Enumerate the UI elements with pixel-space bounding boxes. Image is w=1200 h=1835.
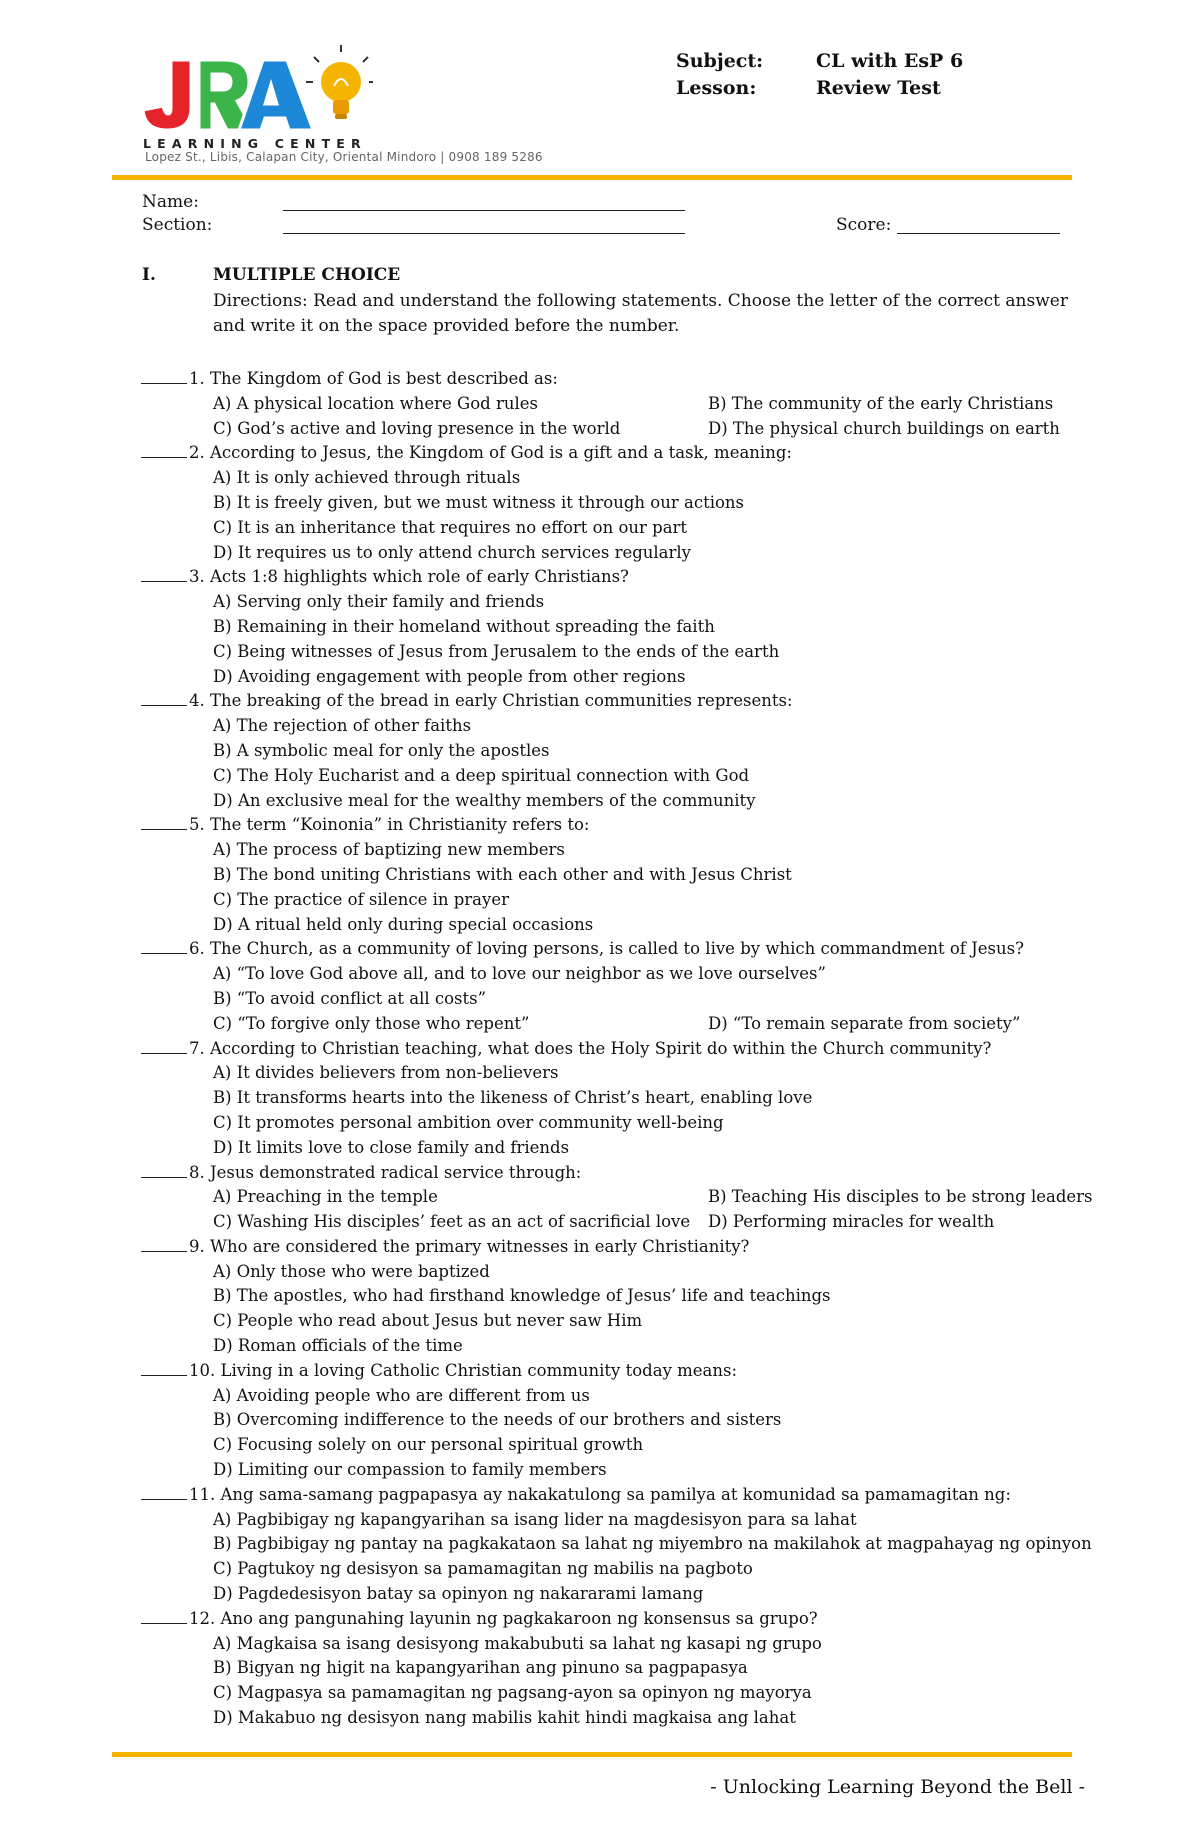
question-text: 10. Living in a loving Catholic Christian community today means: (189, 1360, 738, 1380)
option-row (141, 789, 1101, 814)
option-text: A) Serving only their family and friends (213, 592, 545, 612)
option-text: D) “To remain separate from society” (708, 1013, 1021, 1033)
option-text: B) The community of the early Christians (708, 393, 1054, 413)
option-row (141, 1384, 1101, 1409)
option-row (141, 1210, 1101, 1235)
question-row (141, 937, 1101, 962)
question-row (141, 1235, 1101, 1260)
option-row (141, 466, 1101, 491)
question-text: 5. The term “Koinonia” in Christianity refers to: (189, 815, 590, 835)
option-text: C) Pagtukoy ng desisyon sa pamamagitan ng mabilis na pagboto (213, 1559, 753, 1579)
option-text: C) Washing His disciples’ feet as an act of sacrificial love (213, 1212, 691, 1232)
option-text: C) People who read about Jesus but never saw Him (213, 1311, 643, 1331)
question-text: 3. Acts 1:8 highlights which role of early Christians? (189, 567, 629, 587)
option-row (141, 417, 1101, 442)
option-row (141, 1582, 1101, 1607)
option-text: D) Performing miracles for wealth (708, 1212, 995, 1232)
option-text: D) An exclusive meal for the wealthy members of the community (213, 790, 756, 810)
question-text: 8. Jesus demonstrated radical service through: (189, 1162, 582, 1182)
name-label: Name: (142, 192, 199, 212)
option-row (141, 1706, 1101, 1731)
option-text: A) Avoiding people who are different from us (213, 1385, 590, 1405)
subject-label: Subject: (676, 50, 764, 72)
option-text: D) Roman officials of the time (213, 1336, 463, 1356)
logo-tagline: LEARNING CENTER (143, 136, 367, 151)
option-text: A) The process of baptizing new members (213, 840, 565, 860)
option-text: A) Only those who were baptized (213, 1261, 490, 1281)
school-logo (143, 40, 373, 165)
option-text: C) Magpasya sa pamamagitan ng pagsang-ayon sa opinyon ng mayorya (213, 1683, 812, 1703)
option-row (141, 516, 1101, 541)
option-row (141, 1508, 1101, 1533)
option-row (141, 888, 1101, 913)
option-text: B) The bond uniting Christians with each other and with Jesus Christ (213, 864, 792, 884)
option-row (141, 1260, 1101, 1285)
option-row (141, 1061, 1101, 1086)
option-text: D) Pagdedesisyon batay sa opinyon ng nakararami lamang (213, 1584, 704, 1604)
question-text: 9. Who are considered the primary witnesses in early Christianity? (189, 1236, 750, 1256)
option-text: A) The rejection of other faiths (213, 716, 472, 736)
answer-blank[interactable] (141, 567, 187, 582)
question-text: 4. The breaking of the bread in early Christian communities represents: (189, 691, 793, 711)
option-row (141, 739, 1101, 764)
option-text: A) Magkaisa sa isang desisyong makabubuti sa lahat ng kasapi ng grupo (213, 1633, 822, 1653)
answer-blank[interactable] (141, 1039, 187, 1054)
option-text: A) A physical location where God rules (213, 393, 538, 413)
logo-graphic (143, 40, 373, 165)
option-row (141, 1012, 1101, 1037)
answer-blank[interactable] (141, 815, 187, 830)
question-row (141, 367, 1101, 392)
lesson-label: Lesson: (676, 77, 757, 99)
answer-blank[interactable] (141, 1237, 187, 1252)
score-label: Score: (836, 215, 892, 235)
option-text: C) It promotes personal ambition over community well-being (213, 1112, 724, 1132)
option-row (141, 1458, 1101, 1483)
option-text: A) It is only achieved through rituals (213, 468, 521, 488)
option-text: C) Focusing solely on our personal spiritual growth (213, 1435, 644, 1455)
option-row (141, 615, 1101, 640)
option-text: D) It requires us to only attend church services regularly (213, 542, 692, 562)
question-text: 11. Ang sama-samang pagpapasya ay nakakatulong sa pamilya at komunidad sa pamamagitan ng: (189, 1484, 1011, 1504)
question-list (141, 367, 1101, 1731)
name-blank[interactable] (283, 196, 685, 211)
section-label: Section: (142, 215, 213, 235)
option-row (141, 838, 1101, 863)
answer-blank[interactable] (141, 1609, 187, 1624)
question-row (141, 1607, 1101, 1632)
option-row (141, 913, 1101, 938)
option-row (141, 541, 1101, 566)
option-text: D) The physical church buildings on earth (708, 418, 1060, 438)
subject-value: CL with EsP 6 (816, 50, 964, 72)
answer-blank[interactable] (141, 369, 187, 384)
option-text: D) Limiting our compassion to family members (213, 1460, 607, 1480)
option-row (141, 491, 1101, 516)
score-blank[interactable] (897, 219, 1060, 234)
option-text: B) The apostles, who had firsthand knowledge of Jesus’ life and teachings (213, 1286, 831, 1306)
question-row (141, 813, 1101, 838)
answer-blank[interactable] (141, 1485, 187, 1500)
option-text: B) Overcoming indifference to the needs of our brothers and sisters (213, 1410, 782, 1430)
option-text: B) Teaching His disciples to be strong leaders (708, 1187, 1093, 1207)
option-text: B) Remaining in their homeland without spreading the faith (213, 616, 715, 636)
option-text: A) Preaching in the temple (213, 1187, 438, 1207)
option-row (141, 590, 1101, 615)
option-text: B) Bigyan ng higit na kapangyarihan ang pinuno sa pagpapasya (213, 1658, 748, 1678)
option-row (141, 1111, 1101, 1136)
option-row (141, 987, 1101, 1012)
option-text: C) The Holy Eucharist and a deep spiritual connection with God (213, 765, 750, 785)
option-text: B) “To avoid conflict at all costs” (213, 988, 487, 1008)
option-row (141, 1656, 1101, 1681)
question-row (141, 565, 1101, 590)
option-row (141, 962, 1101, 987)
question-row (141, 441, 1101, 466)
option-text: D) It limits love to close family and friends (213, 1137, 570, 1157)
section-blank[interactable] (283, 219, 685, 234)
section-title: MULTIPLE CHOICE (213, 265, 401, 285)
option-text: D) Makabuo ng desisyon nang mabilis kahit hindi magkaisa ang lahat (213, 1708, 796, 1728)
option-text: A) It divides believers from non-believers (213, 1063, 559, 1083)
directions-text: Directions: Read and understand the following statements. Choose the letter of the correct answer and write it on the space provided before the number. (213, 291, 1068, 336)
answer-blank[interactable] (141, 1361, 187, 1376)
header-divider (112, 175, 1072, 180)
option-text: C) The practice of silence in prayer (213, 889, 509, 909)
option-row (141, 1185, 1101, 1210)
answer-blank[interactable] (141, 691, 187, 706)
option-text: B) It is freely given, but we must witness it through our actions (213, 492, 745, 512)
footer-divider (112, 1752, 1072, 1757)
option-row (141, 1408, 1101, 1433)
question-row (141, 1037, 1101, 1062)
question-text: 7. According to Christian teaching, what does the Holy Spirit do within the Church community? (189, 1038, 992, 1058)
question-text: 2. According to Jesus, the Kingdom of God is a gift and a task, meaning: (189, 443, 792, 463)
school-address: Lopez St., Libis, Calapan City, Oriental Mindoro | 0908 189 5286 (145, 150, 543, 164)
option-text: C) “To forgive only those who repent” (213, 1013, 530, 1033)
section-number: I. (142, 265, 156, 285)
question-row (141, 1359, 1101, 1384)
lightbulb-icon (306, 45, 373, 119)
footer-tagline: - Unlocking Learning Beyond the Bell - (710, 1776, 1085, 1798)
option-row (141, 665, 1101, 690)
option-row (141, 1136, 1101, 1161)
option-text: D) Avoiding engagement with people from other regions (213, 666, 686, 686)
option-row (141, 1632, 1101, 1657)
option-text: B) It transforms hearts into the likeness of Christ’s heart, enabling love (213, 1088, 813, 1108)
option-row (141, 764, 1101, 789)
answer-blank[interactable] (141, 939, 187, 954)
option-row (141, 392, 1101, 417)
lesson-value: Review Test (816, 77, 941, 99)
option-row (141, 1532, 1101, 1557)
option-row (141, 1433, 1101, 1458)
option-text: D) A ritual held only during special occasions (213, 914, 594, 934)
question-row (141, 1483, 1101, 1508)
option-text: A) “To love God above all, and to love our neighbor as we love ourselves” (213, 964, 826, 984)
option-row (141, 714, 1101, 739)
option-text: B) Pagbibigay ng pantay na pagkakataon sa lahat ng miyembro na makilahok at magpahayag ng opinyon (213, 1534, 1092, 1554)
answer-blank[interactable] (141, 443, 187, 458)
question-text: 1. The Kingdom of God is best described as: (189, 369, 558, 388)
option-text: C) Being witnesses of Jesus from Jerusalem to the ends of the earth (213, 641, 780, 661)
option-row (141, 1557, 1101, 1582)
option-row (141, 863, 1101, 888)
option-row (141, 1086, 1101, 1111)
option-text: B) A symbolic meal for only the apostles (213, 740, 550, 760)
option-row (141, 1334, 1101, 1359)
option-text: A) Pagbibigay ng kapangyarihan sa isang lider na magdesisyon para sa lahat (213, 1509, 857, 1529)
option-text: C) It is an inheritance that requires no effort on our part (213, 517, 688, 537)
question-row (141, 689, 1101, 714)
question-row (141, 1161, 1101, 1186)
option-row (141, 1309, 1101, 1334)
question-text: 6. The Church, as a community of loving persons, is called to live by which commandment of Jesus? (189, 939, 1024, 959)
answer-blank[interactable] (141, 1163, 187, 1178)
option-row (141, 1681, 1101, 1706)
option-row (141, 640, 1101, 665)
question-text: 12. Ano ang pangunahing layunin ng pagkakaroon ng konsensus sa grupo? (189, 1608, 818, 1628)
option-row (141, 1284, 1101, 1309)
option-text: C) God’s active and loving presence in the world (213, 418, 621, 438)
